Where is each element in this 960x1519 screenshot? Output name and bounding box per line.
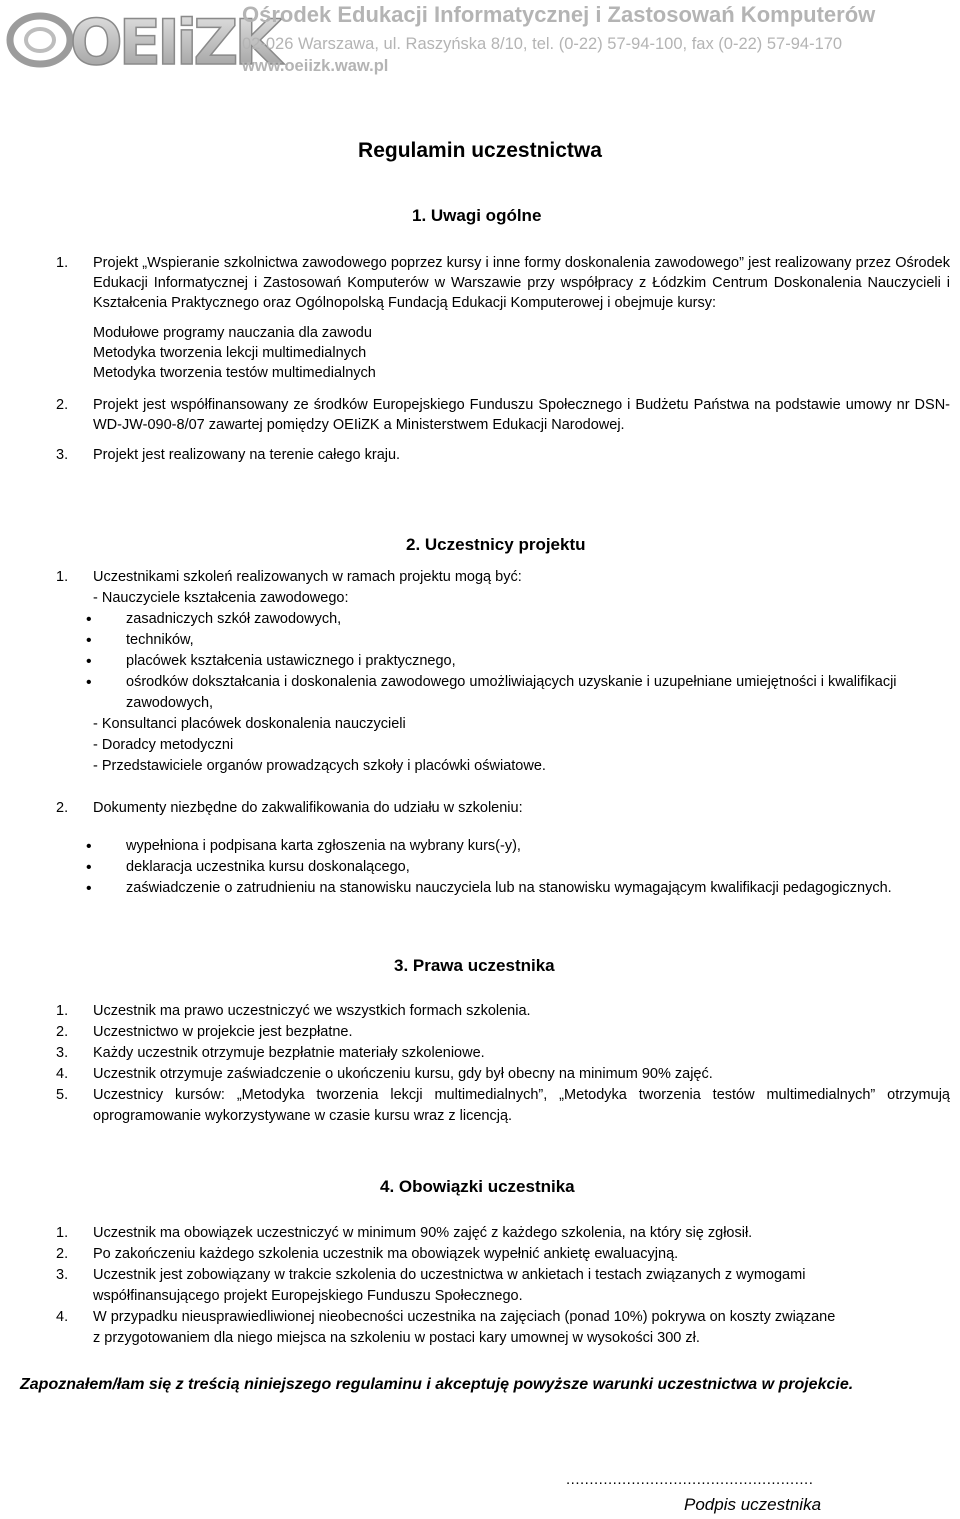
paragraph-number: 2. [56, 800, 69, 816]
list-item [56, 1307, 950, 1349]
item-number: 4. [56, 1309, 69, 1325]
paragraph [56, 445, 950, 465]
item-number: 3. [56, 1045, 69, 1061]
item-text: Uczestnictwo w projekcie jest bezpłatne. [93, 1024, 353, 1040]
heading-text: 2. Uczestnicy projektu [406, 535, 586, 554]
heading-text: 1. Uwagi ogólne [412, 206, 542, 225]
item-text: Uczestnik ma obowiązek uczestniczyć w minimum 90% zajęć z każdego szkolenia, na który się zgłosił. [93, 1225, 753, 1241]
participant-group: - Nauczyciele kształcenia zawodowego: [93, 590, 349, 606]
letterhead [0, 0, 960, 80]
section-2-body [56, 567, 950, 899]
paragraph [56, 567, 950, 588]
bullet-item: • zaświadczenie o zatrudnieniu na stanowisku nauczyciela lub na stanowisku wymagającym kwalifikacji pedagogicznych. [56, 878, 950, 899]
participant-group: - Doradcy metodyczni [93, 737, 234, 753]
bullet-item: • wypełniona i podpisana karta zgłoszenia na wybrany kurs(-y), [56, 836, 950, 857]
paragraph-number: 2. [56, 397, 69, 413]
section-heading-2 [406, 534, 586, 556]
oeiizk-logo [6, 6, 279, 79]
item-number: 3. [56, 1267, 69, 1283]
item-number: 1. [56, 1003, 69, 1019]
paragraph-number: 1. [56, 569, 69, 585]
logo-lettering: OEIiZK [70, 6, 279, 79]
page-title: Regulamin uczestnictwa [358, 139, 602, 162]
org-name: Ośrodek Edukacji Informatycznej i Zastosowań Komputerów [242, 2, 876, 27]
acknowledgement-statement: Zapoznałem/łam się z treścią niniejszego regulaminu i akceptuję powyższe warunki uczestnictwa w projekcie. [20, 1376, 854, 1393]
item-number: 5. [56, 1087, 69, 1103]
paragraph [56, 798, 950, 819]
section-3-body [56, 1001, 950, 1127]
bullet-item: • ośrodków dokształcania i doskonalenia zawodowego umożliwiających uzyskanie i uzupełniane umiejętności i kwalifikacji zawodowych, [56, 672, 950, 714]
paragraph [56, 395, 950, 435]
section-heading-1 [412, 205, 541, 227]
list-item [56, 1001, 950, 1022]
paragraph-text: Uczestnikami szkoleń realizowanych w ramach projektu mogą być: [93, 569, 522, 585]
org-website[interactable]: www.oeiizk.waw.pl [242, 57, 389, 75]
section-4-body [56, 1223, 950, 1349]
item-text: Uczestnicy kursów: „Metodyka tworzenia lekcji multimedialnych”, „Metodyka tworzenia testów multimedialnych” otrzymują oprogramowanie wykorzystywane w czasie kursu wraz z licencją. [93, 1087, 950, 1124]
signature-line: ..................................................... [566, 1471, 814, 1488]
item-text: Uczestnik ma prawo uczestniczyć we wszystkich formach szkolenia. [93, 1003, 531, 1019]
heading-text: 4. Obowiązki uczestnika [380, 1177, 575, 1196]
item-number: 4. [56, 1066, 69, 1082]
item-text: Uczestnik otrzymuje zaświadczenie o ukończeniu kursu, gdy był obecny na minimum 90% zajęć. [93, 1066, 713, 1082]
course-item: Metodyka tworzenia testów multimedialnych [93, 365, 376, 381]
list-item [56, 1244, 950, 1265]
section-heading-3 [394, 955, 555, 977]
heading-text: 3. Prawa uczestnika [394, 956, 555, 975]
paragraph [56, 253, 950, 313]
bullet-item: • zasadniczych szkół zawodowych, [56, 609, 950, 630]
list-item [56, 1064, 950, 1085]
list-item [56, 1085, 950, 1127]
item-text-line: z przygotowaniem dla niego miejsca na szkoleniu w postaci kary umownej w wysokości 300 zł. [93, 1330, 700, 1346]
course-item: Metodyka tworzenia lekcji multimedialnych [93, 345, 367, 361]
section-1-body [56, 253, 950, 465]
bullet-item: • placówek kształcenia ustawicznego i praktycznego, [56, 651, 950, 672]
list-item [56, 1223, 950, 1244]
paragraph-text: Projekt „Wspieranie szkolnictwa zawodowego poprzez kursy i inne formy doskonalenia zawodowego” jest realizowany przez Ośrodek Edukacji Informatycznej i Zastosowań Komputerów w Warszawie przy współpracy z Łódzkim Centrum Doskonalenia Nauczycieli i Kształcenia Praktycznego oraz Ogólnopolską Fundacją Edukacji Komputerowej i obejmuje kursy: [93, 255, 950, 311]
bullet-item: • techników, [56, 630, 950, 651]
paragraph-text: Dokumenty niezbędne do zakwalifikowania do udziału w szkoleniu: [93, 800, 523, 816]
course-item: Modułowe programy nauczania dla zawodu [93, 325, 372, 341]
list-item [56, 1022, 950, 1043]
item-number: 2. [56, 1246, 69, 1262]
paragraph-text: Projekt jest realizowany na terenie całego kraju. [93, 447, 401, 463]
paragraph-number: 1. [56, 255, 69, 271]
signature-label: Podpis uczestnika [684, 1495, 822, 1514]
item-text: Po zakończeniu każdego szkolenia uczestnik ma obowiązek wypełnić ankietę ewaluacyjną. [93, 1246, 679, 1262]
item-number: 2. [56, 1024, 69, 1040]
section-heading-4 [380, 1176, 575, 1198]
bullet-item: • deklaracja uczestnika kursu doskonalącego, [56, 857, 950, 878]
participant-group: - Przedstawiciele organów prowadzących szkoły i placówki oświatowe. [93, 758, 546, 774]
paragraph-text: Projekt jest współfinansowany ze środków Europejskiego Funduszu Społecznego i Budżetu Państwa na podstawie umowy nr DSN-WD-JW-090-8/07 zawartej pomiędzy OEIiZK a Ministerstwem Edukacji Narodowej. [93, 397, 950, 433]
item-text-line: W przypadku nieusprawiedliwionej nieobecności uczestnika na zajęciach (ponad 10%) pokrywa on koszty związane [93, 1309, 836, 1325]
list-item [56, 1265, 873, 1307]
item-number: 1. [56, 1225, 69, 1241]
participant-group: - Konsultanci placówek doskonalenia nauczycieli [93, 716, 406, 732]
paragraph-number: 3. [56, 447, 69, 463]
list-item [56, 1043, 950, 1064]
item-text: Każdy uczestnik otrzymuje bezpłatnie materiały szkoleniowe. [93, 1045, 485, 1061]
item-text: Uczestnik jest zobowiązany w trakcie szkolenia do uczestnictwa w ankietach i testach związanych z wymogami współfinansującego projekt Europejskiego Funduszu Społecznego. [93, 1267, 806, 1304]
org-address: 02-026 Warszawa, ul. Raszyńska 8/10, tel. (0-22) 57-94-100, fax (0-22) 57-94-170 [242, 35, 843, 53]
